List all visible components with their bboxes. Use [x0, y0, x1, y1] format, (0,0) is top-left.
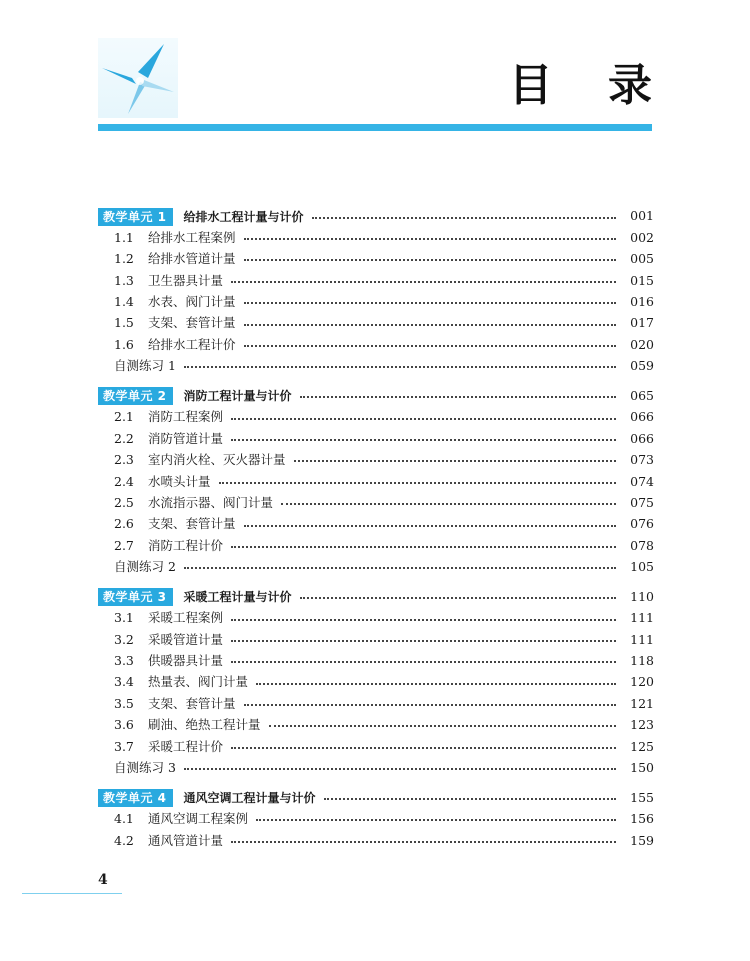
section-label: 水流指示器、阀门计量	[148, 494, 274, 510]
page-ref: 120	[630, 674, 654, 690]
selftest-label: 自测练习 3	[114, 759, 176, 775]
section-number: 1.2	[114, 251, 134, 267]
section-number: 1.6	[114, 336, 134, 352]
page-ref: 005	[630, 251, 654, 267]
unit-badge: 教学单元 3	[98, 588, 173, 606]
page-number: 4	[98, 872, 108, 888]
toc-section-row[interactable]	[98, 249, 654, 270]
toc-section-row[interactable]	[98, 672, 654, 693]
dot-leader	[244, 345, 616, 347]
section-label: 给排水管道计量	[148, 251, 236, 267]
toc-section-row[interactable]	[98, 608, 654, 629]
toc-unit-row[interactable]	[98, 787, 654, 808]
toc-section-row[interactable]	[98, 428, 654, 449]
section-number: 3.2	[114, 631, 134, 647]
toc-section-row[interactable]	[98, 407, 654, 428]
section-number: 2.7	[114, 537, 134, 553]
section-label: 消防管道计量	[148, 430, 224, 446]
dot-leader	[219, 482, 616, 484]
section-number: 2.3	[114, 452, 134, 468]
dot-leader	[231, 619, 616, 621]
dot-leader	[244, 238, 616, 240]
section-label: 采暖工程计价	[148, 738, 224, 754]
dot-leader	[324, 798, 616, 800]
toc-section-row[interactable]	[98, 270, 654, 291]
toc-section-row[interactable]	[98, 629, 654, 650]
page-ref: 159	[630, 832, 654, 848]
page-ref: 066	[630, 430, 654, 446]
section-number: 1.5	[114, 315, 134, 331]
dot-leader	[244, 324, 616, 326]
section-number: 2.1	[114, 409, 134, 425]
unit-title: 给排水工程计量与计价	[183, 209, 304, 224]
section-number: 2.2	[114, 430, 134, 446]
page-title: 目 录	[508, 60, 672, 111]
dot-leader	[256, 819, 616, 821]
toc-section-row[interactable]	[98, 334, 654, 355]
toc-section-row[interactable]	[98, 492, 654, 513]
section-label: 供暖器具计量	[148, 653, 224, 669]
dot-leader	[184, 366, 616, 368]
dot-leader	[231, 747, 616, 749]
dot-leader	[300, 597, 616, 599]
dot-leader	[184, 768, 616, 770]
page-ref: 020	[630, 336, 654, 352]
toc-selftest-row[interactable]	[98, 557, 654, 578]
page-ref: 111	[630, 610, 654, 626]
toc-selftest-row[interactable]	[98, 758, 654, 779]
section-number: 4.1	[114, 811, 134, 827]
toc-section-row[interactable]	[98, 471, 654, 492]
toc-section-row[interactable]	[98, 736, 654, 757]
dot-leader	[312, 217, 616, 219]
toc-selftest-row[interactable]	[98, 356, 654, 377]
page-ref: 110	[630, 588, 654, 604]
section-number: 4.2	[114, 832, 134, 848]
page-ref: 078	[630, 537, 654, 553]
footer-rule	[22, 893, 122, 894]
page-ref: 016	[630, 294, 654, 309]
toc-section-row[interactable]	[98, 450, 654, 471]
dot-leader	[294, 460, 616, 462]
toc-section-row[interactable]	[98, 313, 654, 334]
page-ref: 065	[630, 387, 654, 403]
section-number: 1.4	[114, 294, 134, 309]
selftest-label: 自测练习 1	[114, 358, 176, 374]
section-number: 2.6	[114, 516, 134, 532]
section-label: 热量表、阀门计量	[148, 674, 249, 690]
toc-section-row[interactable]	[98, 514, 654, 535]
section-label: 水表、阀门计量	[148, 294, 236, 309]
section-number: 1.3	[114, 272, 134, 288]
unit-badge: 教学单元 4	[98, 789, 173, 807]
toc-section-row[interactable]	[98, 715, 654, 736]
section-label: 给排水工程案例	[148, 229, 236, 245]
section-label: 支架、套管计量	[148, 695, 236, 711]
dot-leader	[244, 259, 616, 261]
page-ref: 150	[630, 759, 654, 775]
page-ref: 156	[630, 811, 654, 827]
section-number: 3.5	[114, 695, 134, 711]
toc-section-row[interactable]	[98, 227, 654, 248]
section-number: 3.3	[114, 653, 134, 669]
page-ref: 121	[630, 695, 654, 711]
dot-leader	[231, 281, 616, 283]
page-ref: 076	[630, 516, 654, 532]
section-number: 3.7	[114, 738, 134, 754]
section-number: 2.5	[114, 494, 134, 510]
section-label: 通风管道计量	[148, 832, 224, 848]
section-label: 给排水工程计价	[148, 336, 236, 352]
logo	[98, 38, 178, 118]
star-logo-icon	[98, 38, 178, 118]
toc-section-row[interactable]	[98, 292, 654, 313]
toc-section-row[interactable]	[98, 651, 654, 672]
section-number: 2.4	[114, 473, 134, 489]
unit-badge: 教学单元 2	[98, 387, 173, 405]
toc-section-row[interactable]	[98, 809, 654, 830]
section-label: 刷油、绝热工程计量	[148, 717, 261, 733]
page-ref: 002	[630, 229, 654, 245]
unit-title: 通风空调工程计量与计价	[183, 791, 316, 806]
dot-leader	[184, 567, 616, 569]
section-label: 采暖工程案例	[148, 610, 224, 626]
dot-leader	[269, 725, 616, 727]
table-of-contents	[98, 206, 654, 852]
toc-section-row[interactable]	[98, 535, 654, 556]
dot-leader	[281, 503, 616, 505]
dot-leader	[231, 841, 616, 843]
dot-leader	[300, 396, 616, 398]
page-ref: 017	[630, 315, 654, 331]
page-ref: 001	[630, 208, 654, 224]
unit-badge: 教学单元 1	[98, 208, 173, 226]
dot-leader	[231, 640, 616, 642]
page-ref: 111	[630, 631, 654, 647]
page-ref: 125	[630, 738, 654, 754]
page-ref: 074	[630, 473, 654, 489]
section-label: 采暖管道计量	[148, 631, 224, 647]
toc-unit-row[interactable]	[98, 386, 654, 407]
selftest-label: 自测练习 2	[114, 559, 176, 575]
section-number: 3.1	[114, 610, 134, 626]
unit-title: 消防工程计量与计价	[183, 389, 292, 404]
dot-leader	[256, 683, 616, 685]
page-ref: 118	[630, 653, 654, 669]
section-label: 支架、套管计量	[148, 315, 236, 331]
section-label: 消防工程案例	[148, 409, 224, 425]
page-ref: 123	[630, 717, 654, 733]
page-ref: 015	[630, 272, 654, 288]
section-label: 通风空调工程案例	[148, 811, 249, 827]
toc-section-row[interactable]	[98, 693, 654, 714]
header-rule	[98, 124, 652, 131]
page-ref: 155	[630, 789, 654, 805]
section-label: 水喷头计量	[148, 473, 211, 489]
dot-leader	[231, 661, 616, 663]
page-ref: 073	[630, 452, 654, 468]
section-number: 3.4	[114, 674, 134, 690]
dot-leader	[244, 302, 616, 304]
page-ref: 059	[630, 358, 654, 374]
page-ref: 075	[630, 494, 654, 510]
page-ref: 105	[630, 559, 654, 575]
dot-leader	[231, 439, 616, 441]
toc-section-row[interactable]	[98, 830, 654, 851]
toc-unit-row[interactable]	[98, 586, 654, 607]
section-label: 消防工程计价	[148, 537, 224, 553]
section-number: 1.1	[114, 229, 134, 245]
page-ref: 066	[630, 409, 654, 425]
dot-leader	[231, 418, 616, 420]
dot-leader	[244, 704, 616, 706]
dot-leader	[231, 546, 616, 548]
section-label: 支架、套管计量	[148, 516, 236, 532]
dot-leader	[244, 525, 616, 527]
unit-title: 采暖工程计量与计价	[183, 590, 292, 605]
section-label: 室内消火栓、灭火器计量	[148, 452, 286, 468]
section-number: 3.6	[114, 717, 134, 733]
toc-unit-row[interactable]	[98, 206, 654, 227]
section-label: 卫生器具计量	[148, 272, 224, 288]
